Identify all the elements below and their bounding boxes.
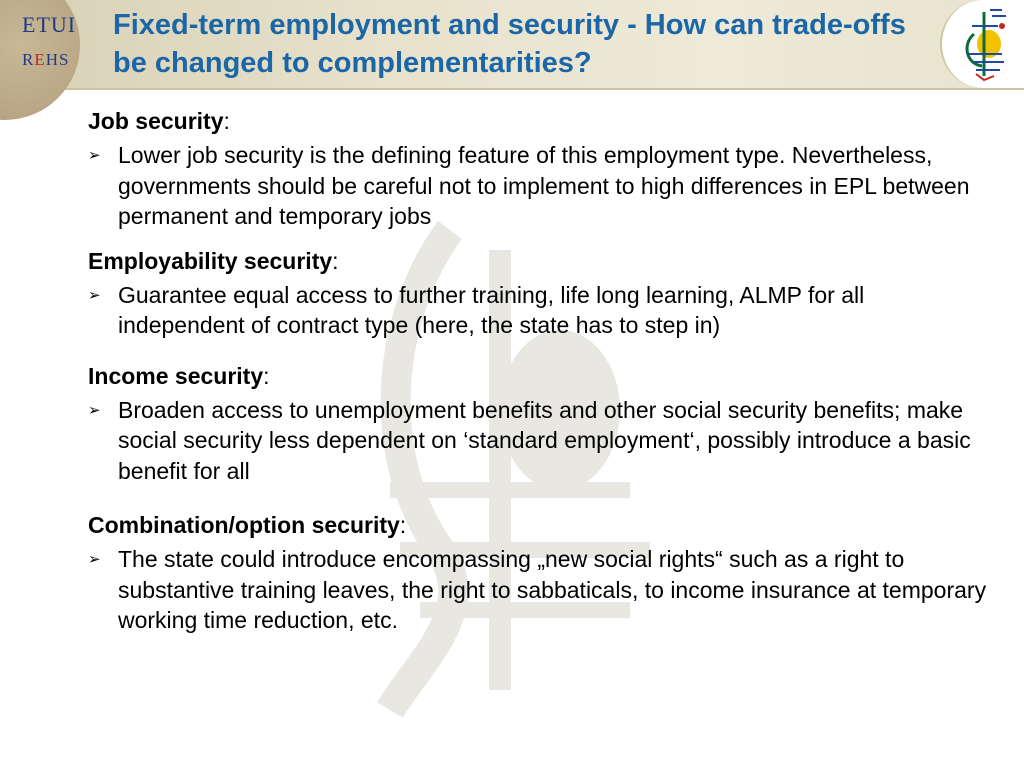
section-job-security [88, 106, 988, 232]
arrow-bullet-icon: ➢ [88, 286, 101, 304]
bullet-text: The state could introduce encompassing „new social rights“ such as a right to substantive training leaves, the right to sabbaticals, to income insurance at temporary working time reduction, etc. [118, 546, 987, 633]
heading-colon: : [263, 362, 270, 389]
heading-text: Combination/option security [88, 512, 400, 538]
arrow-bullet-icon: ➢ [88, 551, 101, 568]
etui-logo-text: ETUI [22, 12, 77, 37]
organization-logo-icon [940, 0, 1024, 88]
bullet-text: Lower job security is the defining feature of this employment type. Nevertheless, governments should be careful not to implement to high differences in EPL between permanent and temporary jobs [118, 142, 970, 229]
rehs-hs: HS [45, 50, 70, 69]
section-heading [88, 106, 988, 136]
rehs-r: R [22, 50, 35, 69]
section-heading [88, 361, 988, 391]
bullet-item [88, 395, 988, 487]
section-heading [88, 246, 988, 276]
rehs-logo-text [22, 50, 69, 70]
heading-colon: : [332, 247, 339, 274]
arrow-bullet-icon: ➢ [88, 401, 101, 419]
section-heading [88, 510, 988, 540]
header-band [0, 0, 1024, 90]
bullet-item [88, 140, 988, 232]
heading-colon: : [223, 108, 230, 134]
section-income-security [88, 361, 988, 487]
bullet-item [88, 280, 988, 341]
rehs-e: E [34, 50, 46, 69]
bullet-text: Broaden access to unemployment benefits and other social security benefits; make social security less dependent on ‘standard employment‘, possibly introduce a basic benefit for all [118, 396, 971, 484]
bullet-text: Guarantee equal access to further training, life long learning, ALMP for all independent of contract type (here, the state has to step in) [118, 281, 865, 338]
bullet-item [88, 544, 988, 636]
heading-colon: : [399, 512, 407, 538]
page-title: Fixed-term employment and security - How can trade-offs be changed to complementarities? [113, 9, 906, 79]
arrow-bullet-icon: ➢ [88, 147, 101, 164]
slide-content [88, 106, 988, 648]
heading-text: Income security [88, 362, 264, 389]
section-combination-security [88, 510, 988, 636]
section-employability-security [88, 246, 988, 341]
heading-text: Job security [88, 108, 224, 134]
heading-text: Employability security [88, 247, 333, 274]
